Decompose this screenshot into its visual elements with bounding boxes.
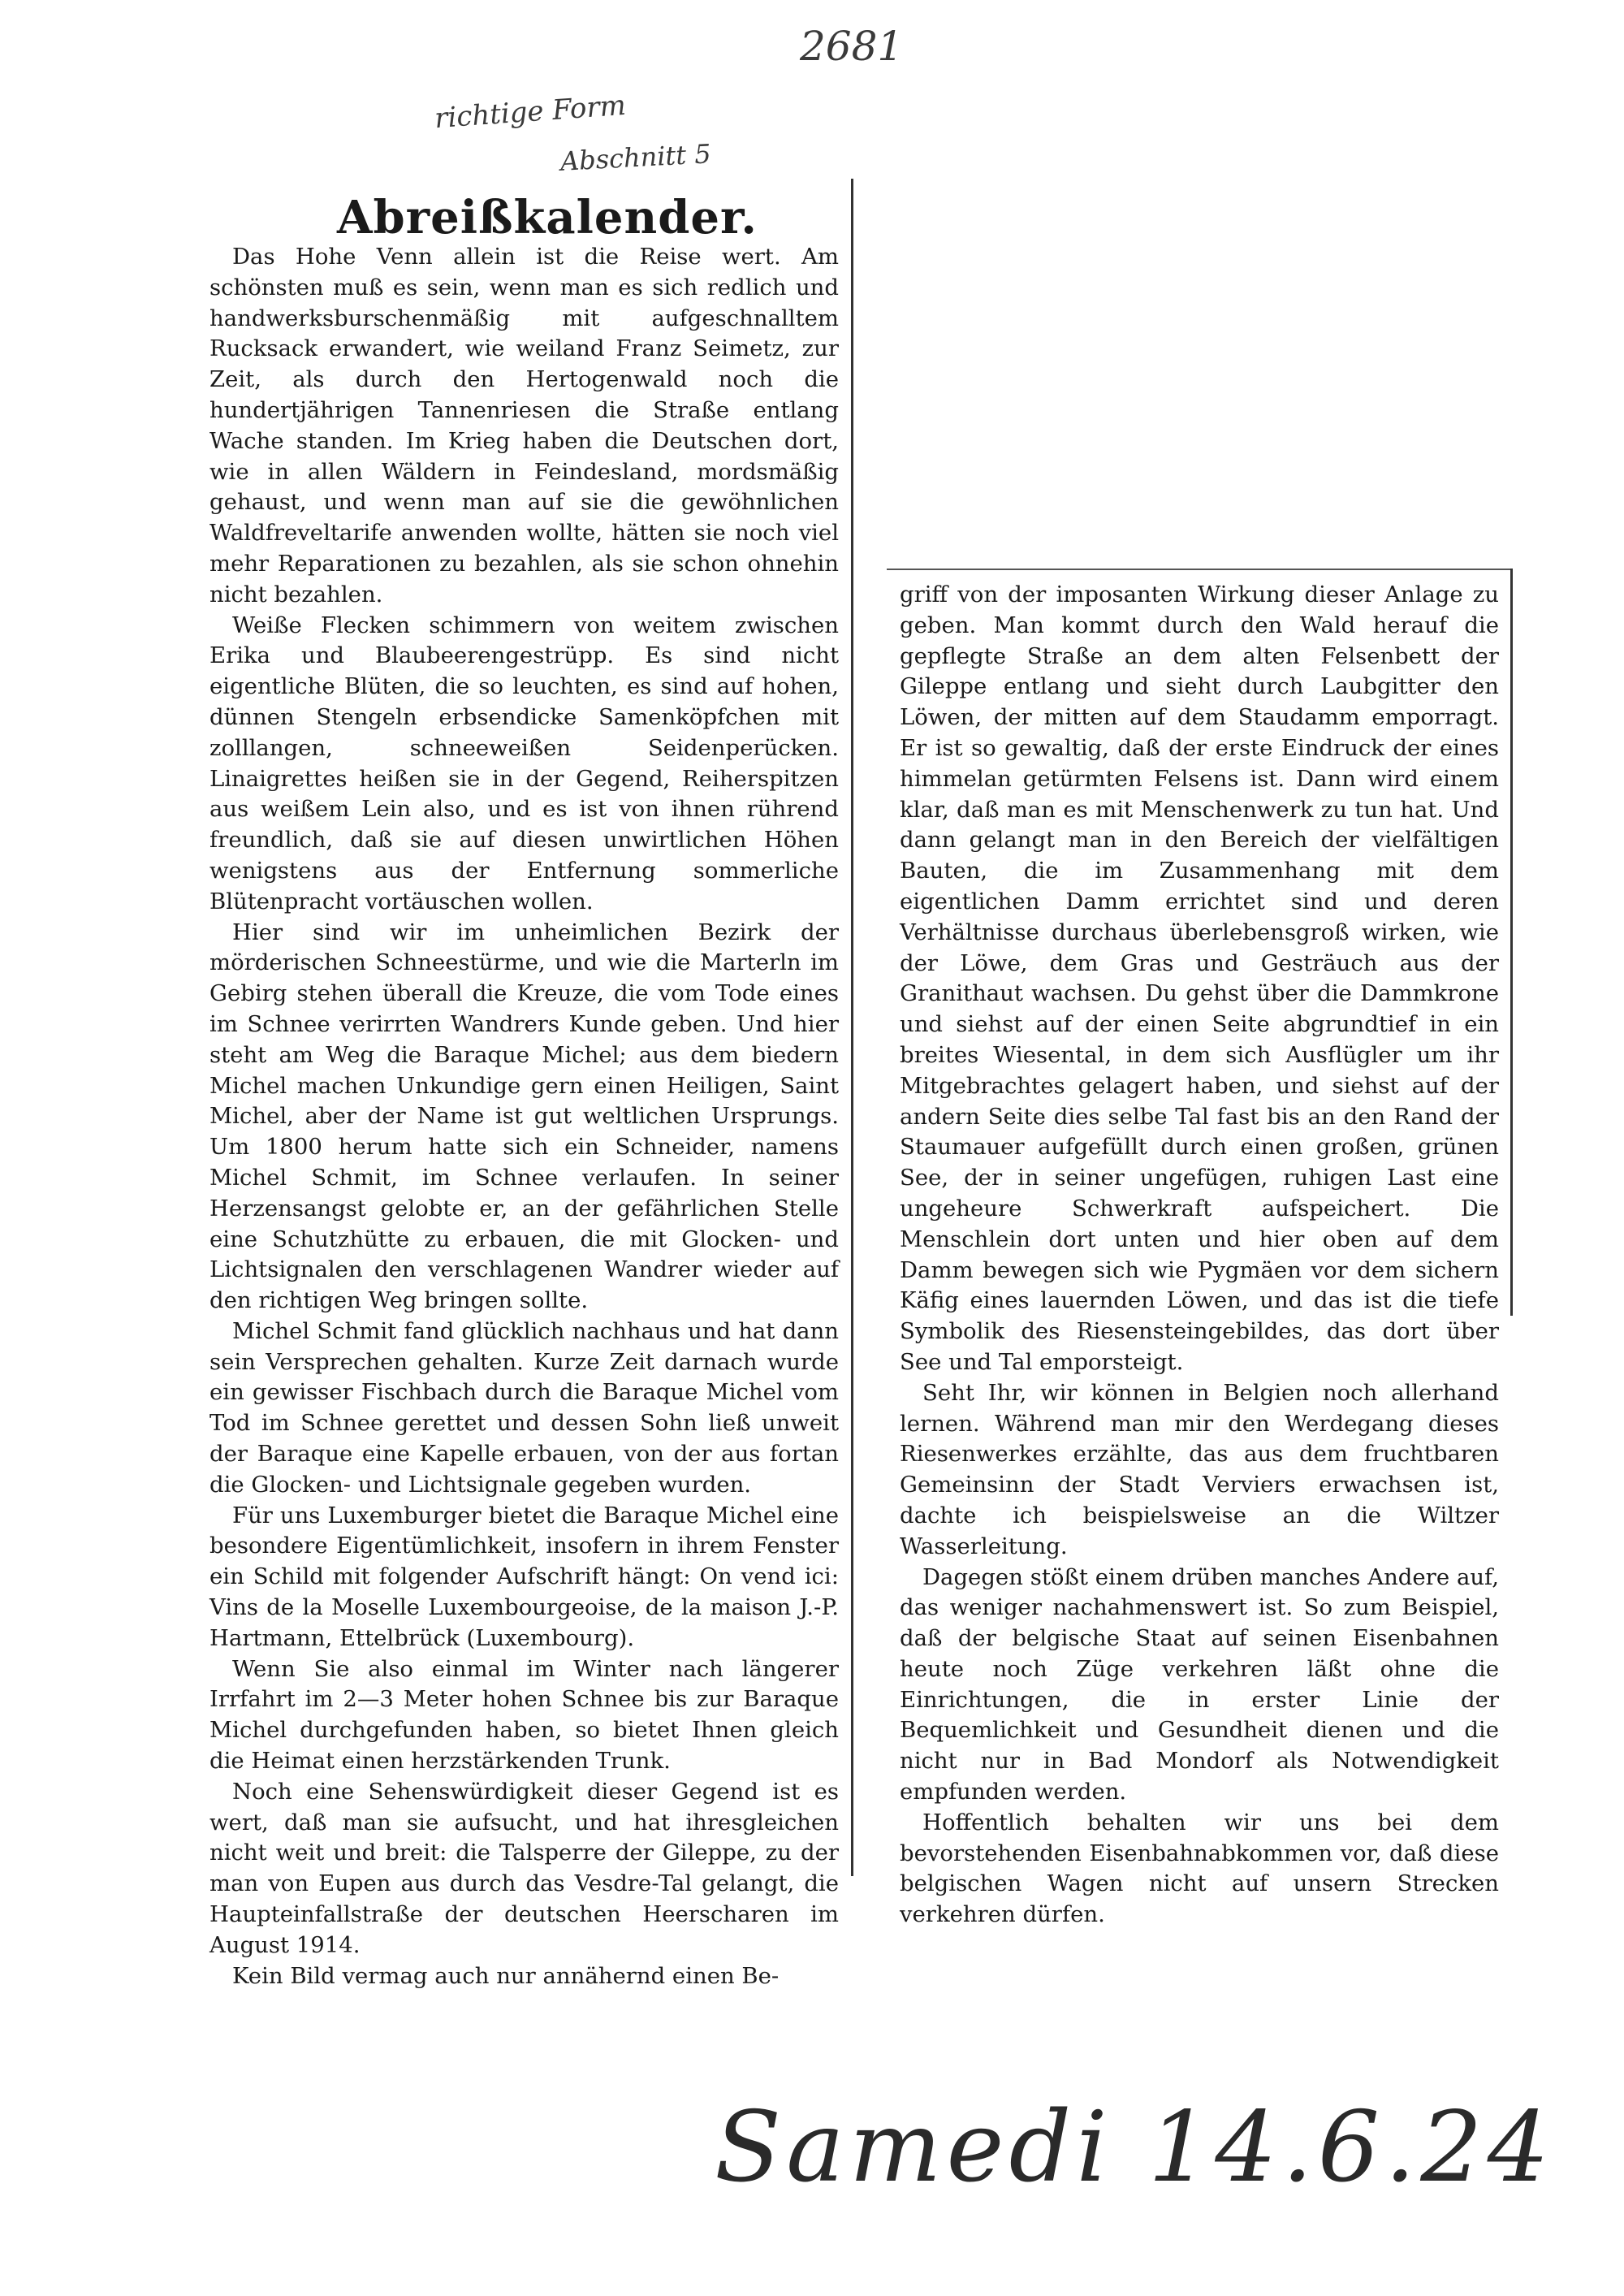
paragraph: griff von der imposanten Wirkung dieser Anlage zu geben. Man kommt durch den Wald herauf die gepflegte Straße an dem alten Felsenbett der Gileppe entlang und sieht durch Laubgitter den Löwen, der mitten auf dem Staudamm emporragt. Er ist so gewaltig, daß der erste Eindruck der eines himmelan getürmten Felsens ist. Dann wird einem klar, daß man es mit Menschenwerk zu tun hat. Und dann gelangt man in den Bereich der vielfältigen Bauten, die im Zusammenhang mit dem eigentlichen Damm errichtet sind und deren Verhältnisse durchaus überlebensgroß wirken, wie der Löwe, dem Gras und Gesträuch aus der Granithaut wachsen. Du gehst über die Dammkrone und siehst auf der einen Seite abgrundtief in ein breites Wiesental, in dem sich Ausflügler um ihr Mitgebrachtes gelagert haben, und siehst auf der andern Seite dies selbe Tal fast bis an den Rand der Staumauer aufgefüllt durch einen großen, grünen See, der in seiner ungefügen, ruhigen Last eine ungeheure Schwerkraft aufspeichert. Die Menschlein dort unten und hier oben auf dem Damm bewegen sich wie Pygmäen vor dem sichern Käfig eines lauernden Löwen, und das ist die tiefe Symbolik des Riesensteingebildes, das dort über See und Tal emporsteigt. (900, 582, 1499, 1375)
handwritten-note-line-1: richtige Form (433, 89, 628, 136)
paragraph: Für uns Luxemburger bietet die Baraque Michel eine besondere Eigentümlichkeit, insofern in ihrem Fenster ein Schild mit folgender Aufschrift hängt: On vend ici: Vins de la Moselle Luxembourgeoise, de la maison J.-P. Hartmann, Ettelbrück (Luxembourg). (209, 1502, 839, 1651)
paragraph: Seht Ihr, wir können in Belgien noch allerhand lernen. Während man mir den Werdegang dieses Riesenwerkes erzählte, das aus dem fruchtbaren Gemeinsinn der Stadt Verviers erwachsen ist, dachte ich beispielsweise an die Wiltzer Wasserleitung. (900, 1379, 1499, 1559)
paragraph: Hier sind wir im unheimlichen Bezirk der mörderischen Schneestürme, und wie die Marterln im Gebirg stehen überall die Kreuze, die vom Tode eines im Schnee verirrten Wandrers Kunde geben. Und hier steht am Weg die Baraque Michel; aus dem biedern Michel machen Unkundige gern einen Heiligen, Saint Michel, aber der Name ist gut weltlichen Ursprungs. Um 1800 herum hatte sich ein Schneider, namens Michel Schmit, im Schnee verlaufen. In seiner Herzensangst gelobte er, an der gefährlichen Stelle eine Schutzhütte zu erbauen, die mit Glocken- und Lichtsignalen den verschlagenen Wandrer wieder auf den richtigen Weg bringen sollte. (209, 919, 839, 1314)
paragraph: Hoffentlich behalten wir uns bei dem bevorstehenden Eisenbahnabkommen vor, daß diese belgischen Wagen nicht auf unsern Strecken verkehren dürfen. (900, 1809, 1499, 1928)
paragraph: Weiße Flecken schimmern von weitem zwischen Erika und Blaubeerengestrüpp. Es sind nicht eigentliche Blüten, die so leuchten, es sind auf hohen, dünnen Stengeln erbsendicke Samenköpfchen mit zolllangen, schneeweißen Seidenperücken. Linaigrettes heißen sie in der Gegend, Reiherspitzen aus weißem Lein also, und es ist von ihnen rührend freundlich, daß sie auf diesen unwirtlichen Höhen wenigstens aus der Entfernung sommerliche Blütenpracht vortäuschen wollen. (209, 612, 839, 915)
paragraph: Kein Bild vermag auch nur annähernd einen Be- (232, 1962, 780, 1989)
paragraph: Noch eine Sehenswürdigkeit dieser Gegend ist es wert, daß man sie aufsucht, und hat ihresgleichen nicht weit und breit: die Talsperre der Gileppe, zu der man von Eupen aus durch das Vesdre-Tal gelangt, die Haupteinfallstraße der deutschen Heerscharen im August 1914. (209, 1778, 839, 1958)
article-title: Abreißkalender. (337, 191, 758, 244)
column-rule-top (887, 569, 1512, 570)
paragraph: Das Hohe Venn allein ist die Reise wert. Am schönsten muß es sein, wenn man es sich redlich und handwerksburschenmäßig mit aufgeschnalltem Rucksack erwandert, wie weiland Franz Seimetz, zur Zeit, als durch den Hertogenwald noch die hundertjährigen Tannenriesen die Straße entlang Wache standen. Im Krieg haben die Deutschen dort, wie in allen Wäldern in Feindesland, mordsmäßig gehaust, und wenn man auf sie die gewöhnlichen Waldfreveltarife anwenden wollte, hätten sie noch viel mehr Reparationen zu bezahlen, als sie schon ohnehin nicht bezahlen. (209, 244, 839, 608)
article-column-left (209, 242, 839, 1991)
column-rule-right (1510, 569, 1513, 1316)
paragraph: Wenn Sie also einmal im Winter nach längerer Irrfahrt im 2—3 Meter hohen Schnee bis zur Baraque Michel durchgefunden haben, so bietet Ihnen gleich die Heimat einen herzstärkenden Trunk. (209, 1655, 839, 1775)
paragraph: Dagegen stößt einem drüben manches Andere auf, das weniger nachahmenswert ist. So zum Beispiel, daß der belgische Staat auf seinen Eisenbahnen heute noch Züge verkehren läßt ohne die Einrichtungen, die in erster Linie der Bequemlichkeit und Gesundheit dienen und die nicht nur in Bad Mondorf als Notwendigkeit empfunden werden. (900, 1563, 1499, 1805)
handwritten-date: Samedi 14.6.24 (715, 2091, 1554, 2204)
archive-number: 2681 (800, 23, 904, 70)
column-rule-left (851, 179, 853, 1876)
paragraph: Michel Schmit fand glücklich nachhaus und hat dann sein Versprechen gehalten. Kurze Zeit darnach wurde ein gewisser Fischbach durch die Baraque Michel vom Tod im Schnee gerettet und dessen Sohn ließ unweit der Baraque eine Kapelle erbauen, von der aus fortan die Glocken- und Lichtsignale gegeben wurden. (209, 1317, 839, 1498)
article-column-right (900, 580, 1499, 1931)
handwritten-note-line-2: Abschnitt 5 (559, 138, 712, 177)
